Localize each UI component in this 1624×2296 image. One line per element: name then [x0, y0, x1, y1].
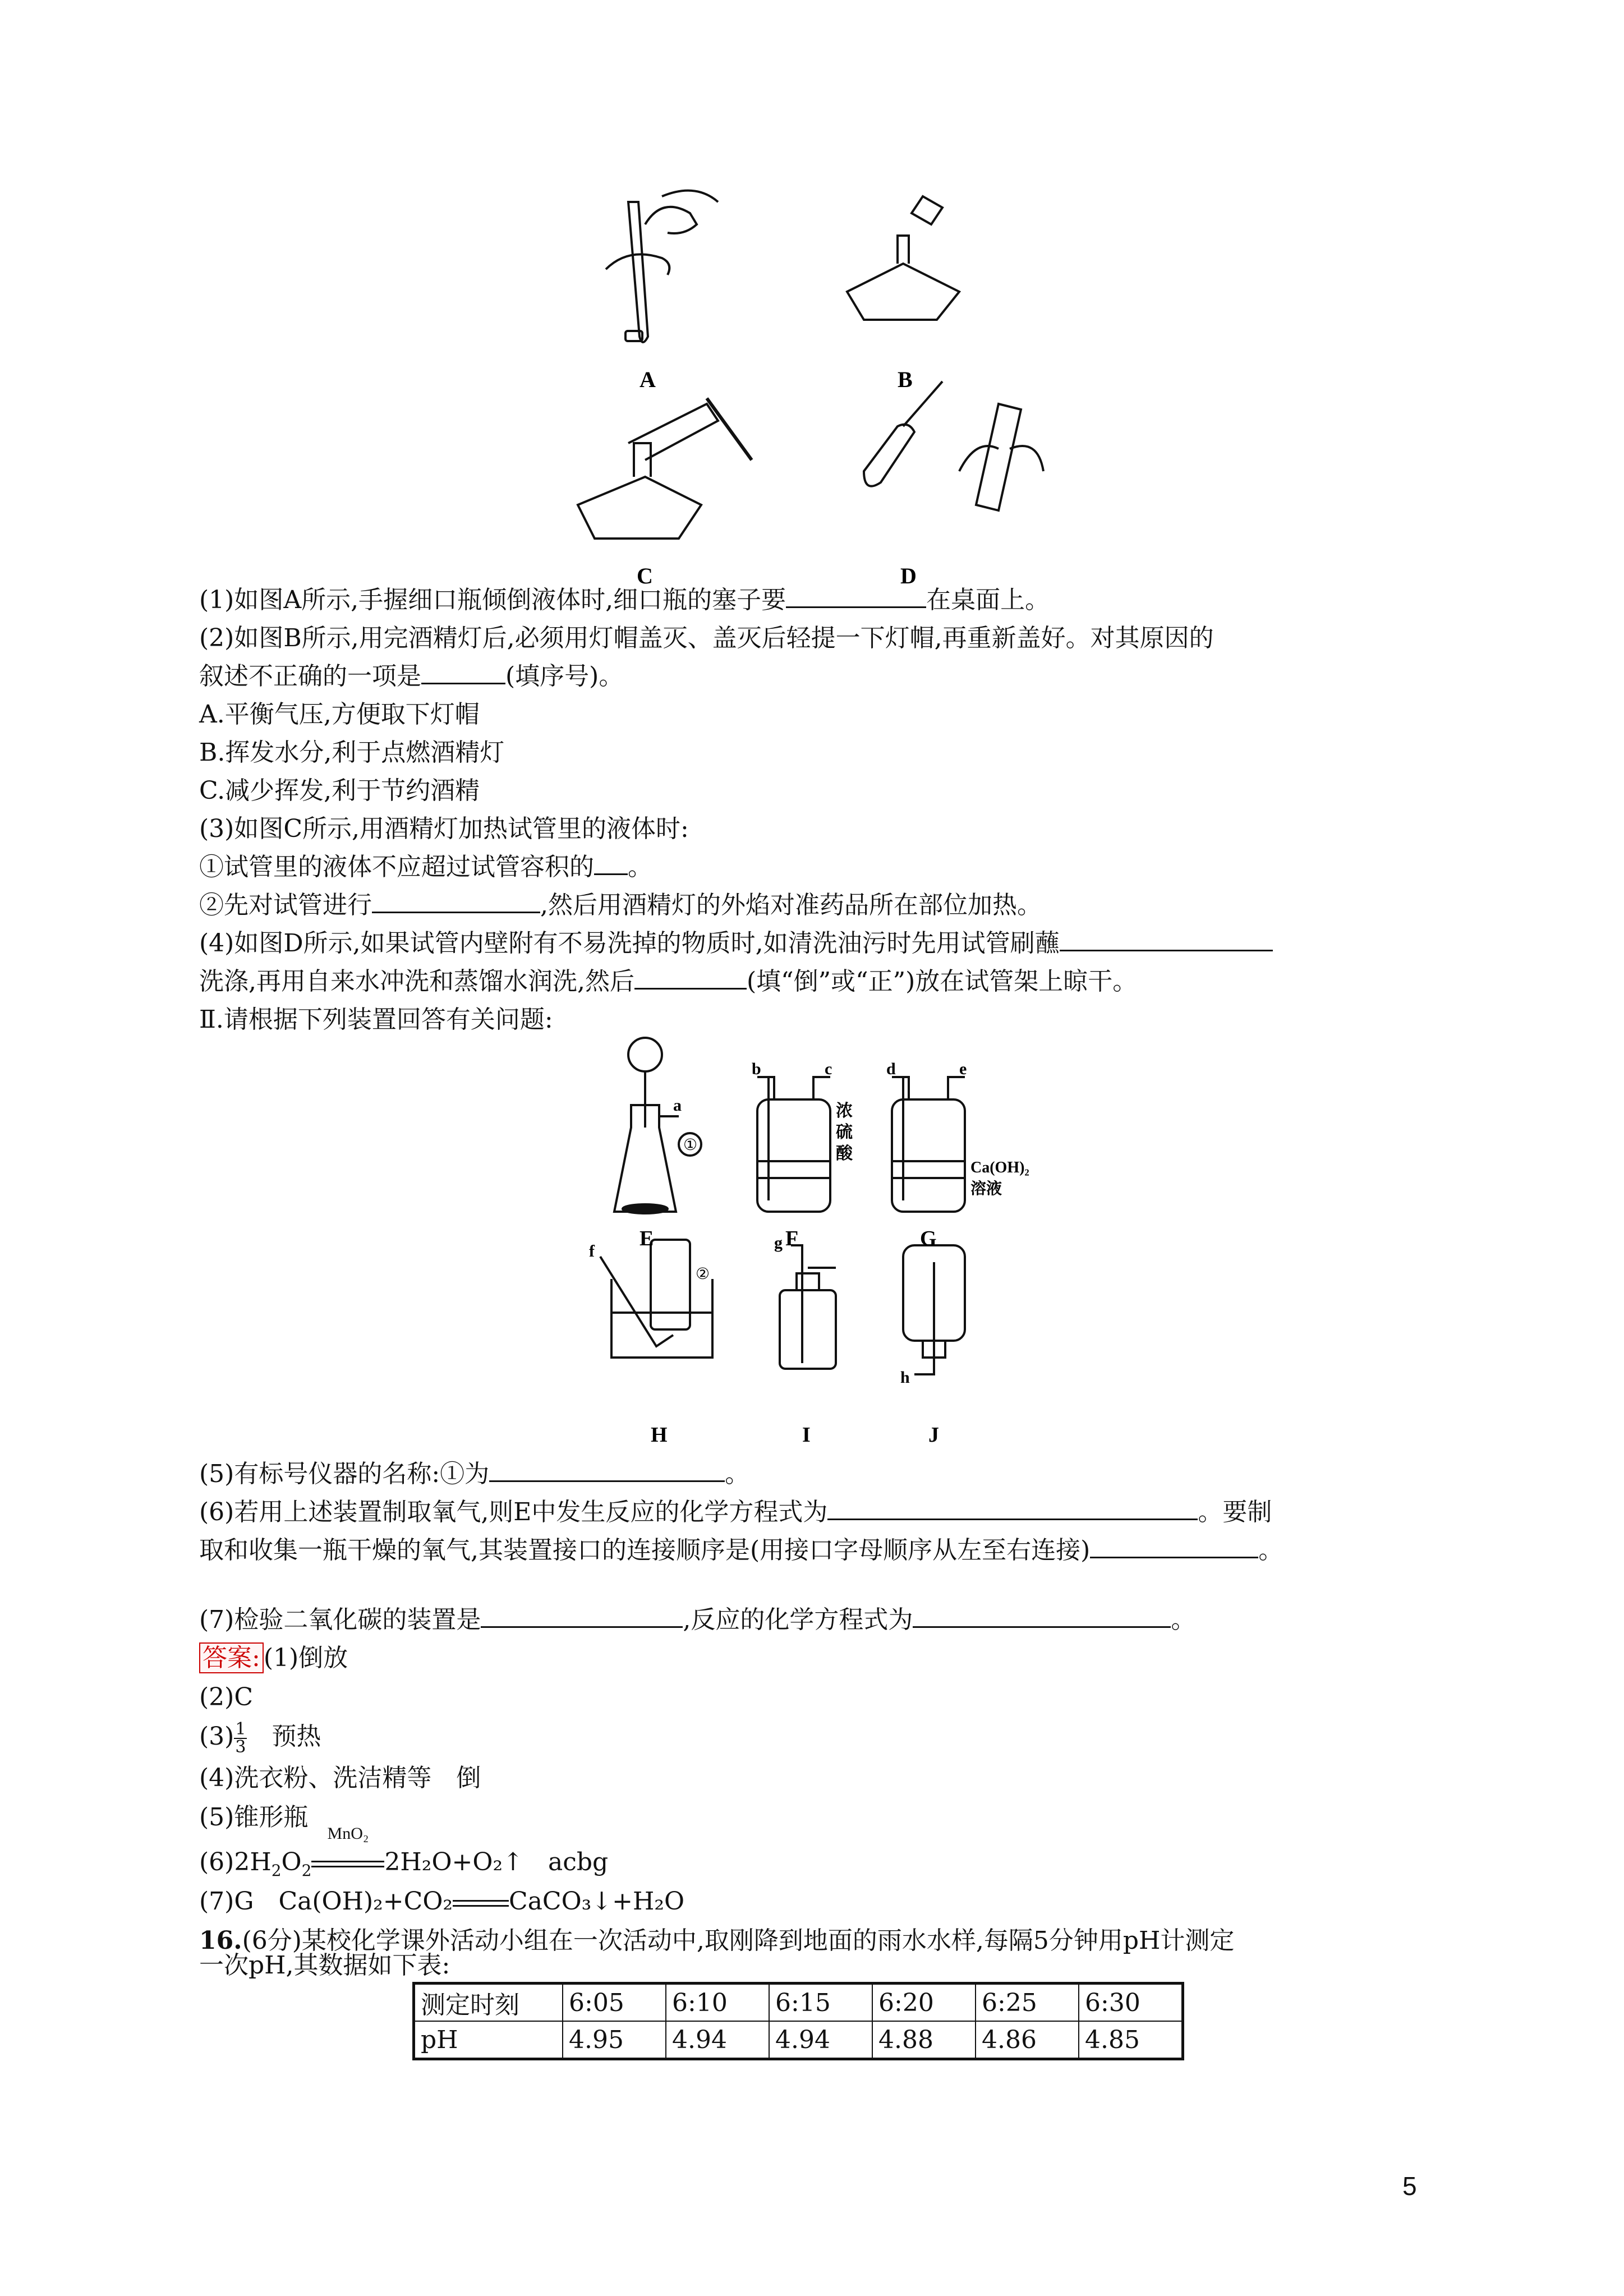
question-6-line-2: 取和收集一瓶干燥的氧气,其装置接口的连接顺序是(用接口字母顺序从左至右连接) 。 [199, 1534, 1283, 1567]
answer-7: (7)G Ca(OH)₂+CO₂ CaCO₃↓+H₂O [199, 1885, 684, 1918]
fraction-one-third: $\frac{1}{3}$ [235, 1719, 246, 1757]
table-cell: 4.94 [666, 2021, 769, 2059]
figure-label-a: A [640, 367, 656, 392]
table-row [414, 1984, 1183, 2022]
port-c: c [825, 1060, 832, 1078]
question-2-option-c: C.减少挥发,利于节约酒精 [199, 776, 480, 805]
figure-label-d: D [900, 563, 917, 588]
question-4-line-2: 洗涤,再用自来水冲洗和蒸馏水润洗,然后 (填“倒”或“正”)放在试管架上晾干。 [199, 965, 1137, 999]
table-cell: 4.95 [563, 2021, 666, 2059]
circled-1: ① [683, 1137, 698, 1154]
table-cell: 6:05 [563, 1984, 666, 2022]
reagent-g-line-1: Ca(OH)₂ [970, 1159, 1029, 1176]
question-3: (3)如图C所示,用酒精灯加热试管里的液体时: [199, 815, 689, 843]
table-cell: 4.88 [872, 2021, 976, 2059]
answer-5: (5)锥形瓶 [199, 1803, 309, 1832]
reaction-equals [453, 1885, 509, 1918]
port-b: b [752, 1060, 761, 1078]
question-2-option-b: B.挥发水分,利于点燃酒精灯 [199, 738, 505, 767]
apparatus-label-i: I [802, 1423, 811, 1447]
port-f: f [589, 1242, 595, 1260]
reaction-condition-arrow: MnO₂ [311, 1846, 384, 1879]
question-3-2: ②先对试管进行 ,然后用酒精灯的外焰对准药品所在部位加热。 [199, 889, 1042, 922]
table-cell: 4.85 [1079, 2021, 1183, 2059]
ph-data-table [412, 1982, 1184, 2060]
reagent-g-line-2: 溶液 [970, 1180, 1002, 1198]
port-h: h [900, 1368, 910, 1387]
answer-1: 答案: (1)倒放 [199, 1641, 348, 1675]
reagent-f-char-1: 浓 [836, 1102, 853, 1120]
table-cell: 测定时刻 [414, 1984, 563, 2022]
answer-tag: 答案: [199, 1642, 264, 1673]
question-16-line-2-text: 一次pH,其数据如下表: [199, 1951, 450, 1980]
table-cell: 6:30 [1079, 1984, 1183, 2022]
figure-label-c: C [637, 563, 653, 588]
answer-2: (2)C [199, 1683, 253, 1711]
question-16-line-1: 16.(6分)某校化学课外活动小组在一次活动中,取刚降到地面的雨水水样,每隔5分钟用pH计测定 [199, 1926, 1235, 1955]
circled-2: ② [696, 1266, 710, 1283]
question-1: (1)如图A所示,手握细口瓶倾倒液体时,细口瓶的塞子要 在桌面上。 [199, 583, 1050, 617]
experiment-figure-abcd [550, 180, 1066, 595]
apparatus-label-j: J [928, 1423, 939, 1447]
table-cell: pH [414, 2021, 563, 2059]
apparatus-label-f: F [785, 1227, 799, 1250]
question-3-1: ①试管里的液体不应超过试管容积的 。 [199, 850, 652, 884]
table-cell: 6:15 [769, 1984, 872, 2022]
figure-label-b: B [898, 367, 913, 392]
question-2-line-2: 叙述不正确的一项是 (填序号)。 [199, 660, 623, 693]
question-4-line-1: (4)如图D所示,如果试管内壁附有不易洗掉的物质时,如清洗油污时先用试管刷蘸 [199, 927, 1273, 960]
question-2-line-1: (2)如图B所示,用完酒精灯后,必须用灯帽盖灭、盖灭后轻提一下灯帽,再重新盖好。对其原因的 [199, 624, 1214, 652]
answer-3: (3) $\frac{1}{3}$ 预热 [199, 1719, 321, 1757]
question-5: (5)有标号仪器的名称:①为 。 [199, 1457, 749, 1491]
table-cell: 6:25 [976, 1984, 1079, 2022]
question-2-option-a: A.平衡气压,方便取下灯帽 [199, 700, 480, 729]
answer-6: $(6)2H_2O_2$ MnO₂ 2H₂O+O₂↑ acbg [199, 1824, 609, 1880]
port-d: d [886, 1060, 896, 1078]
port-g: g [774, 1234, 783, 1252]
question-6-line-1: (6)若用上述装置制取氧气,则E中发生反应的化学方程式为 。要制 [199, 1496, 1272, 1529]
table-cell: 6:10 [666, 1984, 769, 2022]
reagent-f-char-3: 酸 [836, 1144, 853, 1163]
apparatus-label-e: E [640, 1227, 654, 1250]
apparatus-label-h: H [651, 1423, 668, 1447]
part-2-heading: Ⅱ.请根据下列装置回答有关问题: [199, 1005, 553, 1034]
question-7: (7)检验二氧化碳的装置是 ,反应的化学方程式为 。 [199, 1603, 1195, 1637]
answer-4: (4)洗衣粉、洗洁精等 倒 [199, 1764, 481, 1792]
reagent-f-char-2: 硫 [836, 1123, 853, 1142]
port-e: e [959, 1060, 967, 1078]
table-cell: 4.86 [976, 2021, 1079, 2059]
table-row [414, 2021, 1183, 2059]
apparatus-label-g: G [920, 1227, 937, 1250]
table-cell: 4.94 [769, 2021, 872, 2059]
table-cell: 6:20 [872, 1984, 976, 2022]
port-a: a [673, 1096, 682, 1115]
page-number: 5 [1402, 2171, 1417, 2201]
apparatus-figure-ej [589, 1032, 1049, 1453]
